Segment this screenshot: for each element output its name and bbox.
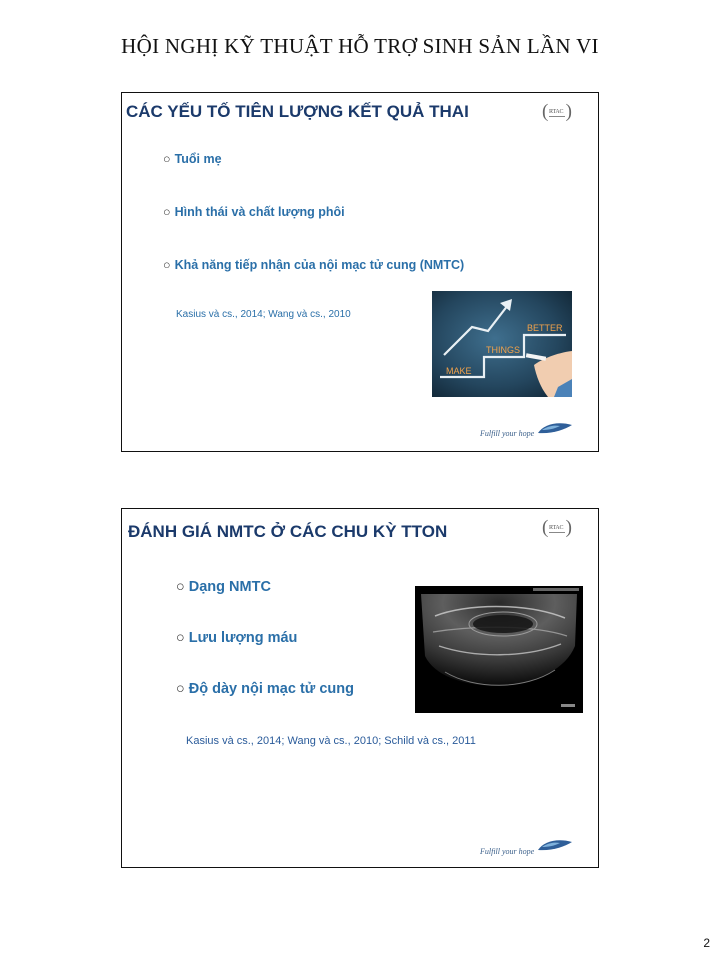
page-header-title: HỘI NGHỊ KỸ THUẬT HỖ TRỢ SINH SẢN LẦN VI — [121, 34, 599, 58]
make-things-better-photo — [432, 291, 572, 397]
slide-2 — [121, 508, 599, 868]
svg-text:THINGS: THINGS — [486, 345, 521, 355]
footer-tagline: Fulfill your hope — [480, 847, 535, 856]
rtac-logo: ( RTAC ) — [542, 517, 572, 538]
citation: Kasius và cs., 2014; Wang và cs., 2010; Schild và cs., 2011 — [186, 735, 476, 747]
bullet-item: ○ Tuổi mẹ — [163, 152, 222, 166]
bullet-item: ○ Khả năng tiếp nhận của nội mạc tử cung (NMTC) — [163, 258, 465, 272]
citation: Kasius và cs., 2014; Wang và cs., 2010 — [176, 309, 351, 320]
bullet-item: ○ Độ dày nội mạc tử cung — [176, 681, 354, 697]
slide-title: CÁC YẾU TỐ TIÊN LƯỢNG KẾT QUẢ THAI — [126, 102, 469, 121]
bullet-item: ○ Hình thái và chất lượng phôi — [163, 205, 345, 219]
footer-tagline: Fulfill your hope — [480, 429, 535, 438]
page-number: 2 — [703, 936, 710, 950]
slide-1 — [121, 92, 599, 452]
slide-title: ĐÁNH GIÁ NMTC Ở CÁC CHU KỲ TTON — [128, 522, 448, 541]
svg-text:MAKE: MAKE — [446, 366, 472, 376]
bullet-item: ○ Dạng NMTC — [176, 579, 271, 595]
rtac-logo: ( RTAC ) — [542, 101, 572, 122]
svg-text:BETTER: BETTER — [527, 323, 563, 333]
ultrasound-image — [415, 586, 583, 713]
leaf-logo-icon — [536, 422, 574, 445]
leaf-logo-icon — [536, 839, 574, 862]
bullet-item: ○ Lưu lượng máu — [176, 630, 298, 646]
